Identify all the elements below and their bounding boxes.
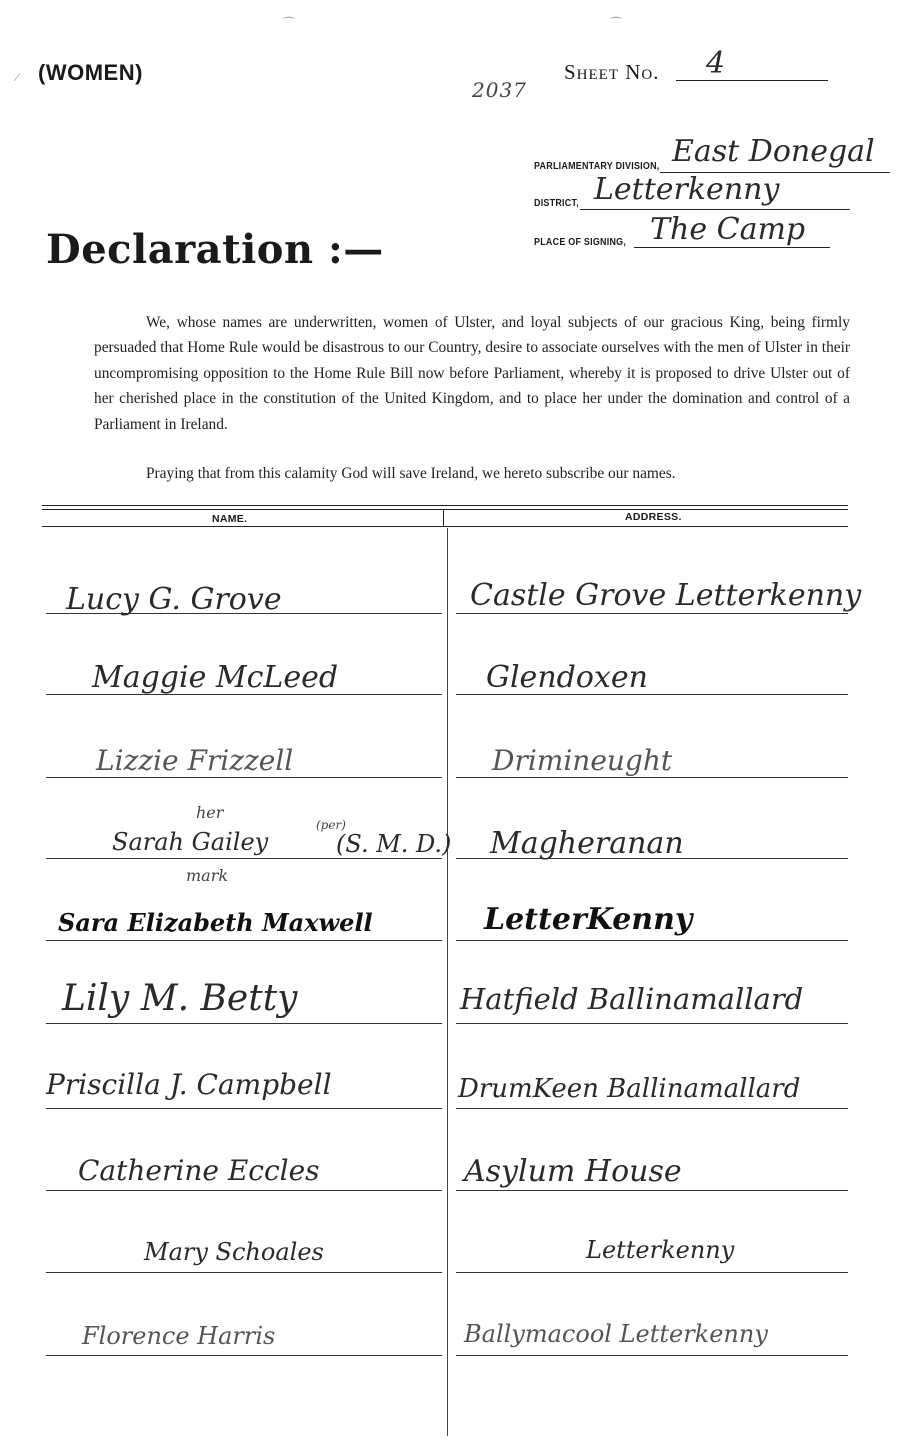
signature-name: Mary Schoales	[144, 1238, 324, 1266]
mark-annotation-per: (per)	[316, 818, 346, 832]
signature-name: Lucy G. Grove	[66, 582, 282, 617]
signature-address: Hatfield Ballinamallard	[460, 982, 804, 1016]
signature-name: Priscilla J. Campbell	[46, 1068, 332, 1101]
address-column-header: ADDRESS.	[625, 511, 682, 523]
stray-mark: ⌒	[610, 16, 623, 30]
mark-annotation-her: her	[196, 803, 224, 822]
address-line	[456, 1355, 848, 1356]
name-line	[46, 777, 442, 778]
signature-name: Maggie McLeed	[92, 660, 339, 695]
name-column-header: NAME.	[212, 513, 248, 525]
signature-name: Lily M. Betty	[62, 978, 298, 1019]
signature-name: Florence Harris	[82, 1322, 276, 1350]
name-line	[46, 1272, 442, 1273]
address-line	[456, 1272, 848, 1273]
division-label: PARLIAMENTARY DIVISION,	[534, 160, 660, 172]
signature-name: Sara Elizabeth Maxwell	[58, 908, 373, 937]
name-line	[46, 1355, 442, 1356]
signature-address: Castle Grove Letterkenny	[470, 578, 862, 613]
name-line	[46, 1023, 442, 1024]
signature-address: LetterKenny	[484, 902, 693, 937]
name-line	[46, 858, 442, 859]
reference-number: 2037	[472, 78, 527, 102]
address-line	[456, 613, 848, 614]
column-divider	[447, 528, 448, 1436]
signature-address: Letterkenny	[586, 1236, 735, 1264]
table-header-rule	[42, 526, 848, 527]
name-line	[46, 1190, 442, 1191]
signature-address: Drimineught	[492, 744, 673, 777]
address-line	[456, 777, 848, 778]
name-line	[46, 1108, 442, 1109]
place-line	[634, 247, 830, 248]
table-top-rule-inner	[42, 509, 848, 510]
district-label: DISTRICT,	[534, 197, 579, 209]
place-label: PLACE OF SIGNING,	[534, 236, 627, 248]
signature-name: Lizzie Frizzell	[96, 744, 294, 777]
address-line	[456, 1190, 848, 1191]
sheet-number: 4	[706, 46, 726, 81]
address-line	[456, 1023, 848, 1024]
sheet-label: Sheet No.	[564, 60, 660, 84]
mark-annotation-initials: (S. M. D.)	[336, 830, 452, 858]
address-line	[456, 1108, 848, 1109]
women-label: (WOMEN)	[38, 60, 143, 85]
signature-address: Ballymacool Letterkenny	[464, 1320, 768, 1348]
margin-mark: ⁄	[16, 70, 19, 84]
signature-address: Magheranan	[490, 826, 684, 861]
declaration-title: Declaration :—	[46, 226, 384, 273]
district-line	[580, 209, 850, 210]
signature-address: Asylum House	[464, 1154, 682, 1189]
mark-annotation-mark: mark	[186, 866, 229, 885]
district-value: Letterkenny	[594, 172, 780, 207]
name-line	[46, 940, 442, 941]
address-line	[456, 940, 848, 941]
header-divider	[443, 509, 444, 527]
place-value: The Camp	[650, 212, 806, 247]
sheet-number-line	[676, 80, 828, 81]
signature-address: DrumKeen Ballinamallard	[458, 1074, 801, 1104]
table-top-rule	[42, 505, 848, 506]
signature-address: Glendoxen	[486, 660, 648, 695]
declaration-prayer: Praying that from this calamity God will save Ireland, we hereto subscribe our names.	[146, 465, 676, 482]
stray-mark: ⌒	[283, 16, 296, 30]
division-value: East Donegal	[672, 134, 875, 169]
declaration-paragraph: We, whose names are underwritten, women of Ulster, and loyal subjects of our gracious King, being firmly persuaded that Home Rule would be disastrous to our Country, desire to associate ourselves with the men of Ulster in their uncompromising opposition to the Home Rule Bill now before Parliament, whereby it is proposed to drive Ulster out of her cherished place in the constitution of the United Kingdom, and to place her under the domination and control of a Parliament in Ireland.	[94, 314, 850, 433]
signature-name: Catherine Eccles	[78, 1154, 320, 1187]
signature-name: Sarah Gailey	[112, 828, 269, 856]
